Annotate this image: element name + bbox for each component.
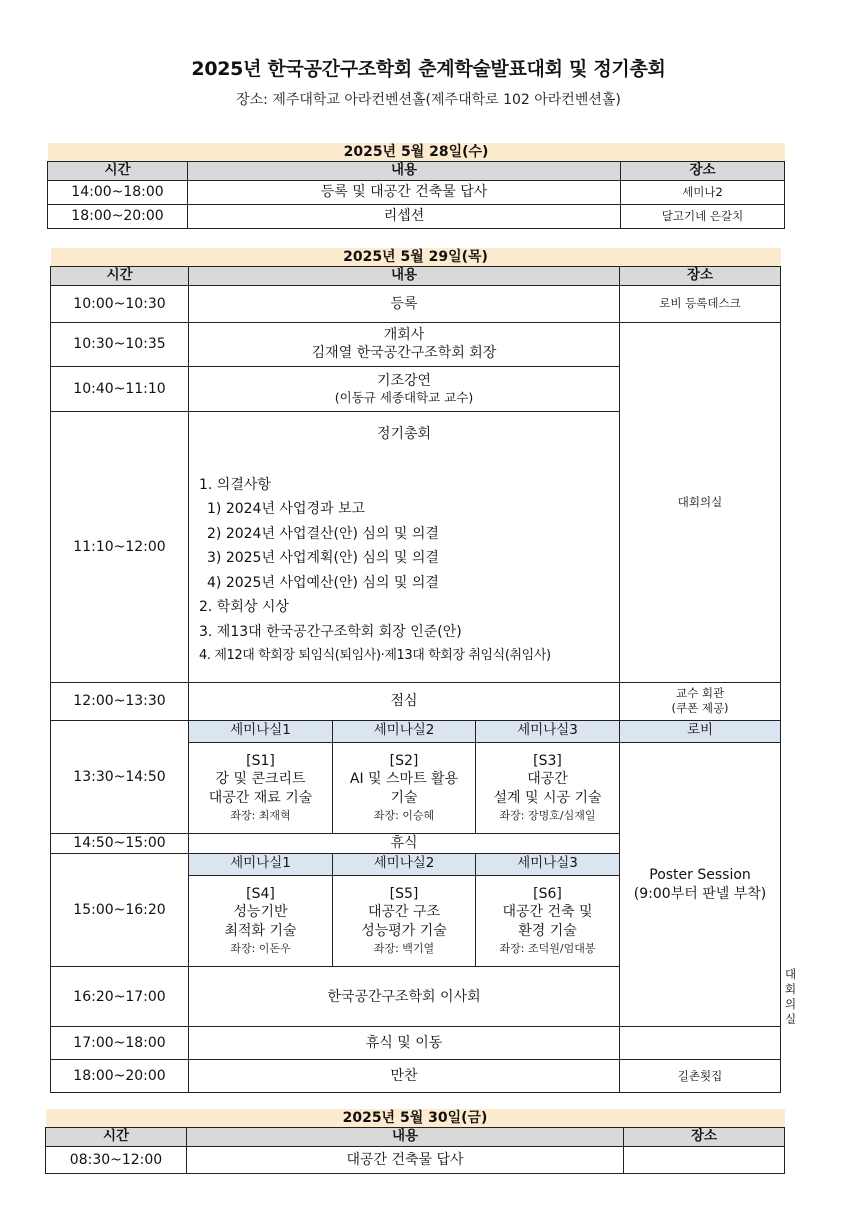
content-cell: 휴식	[189, 833, 620, 853]
agenda-item: 3) 2025년 사업계획(안) 심의 및 의결	[207, 550, 439, 567]
session-topic: 대공간 건축 및	[502, 904, 593, 921]
session-cell	[476, 875, 620, 966]
col-time-header: 시간	[51, 267, 189, 286]
agenda-item: 1. 의결사항	[199, 476, 271, 493]
day3-date: 2025년 5월 30일(금)	[46, 1109, 785, 1128]
time-cell: 11:10~12:00	[51, 411, 189, 682]
agenda-item: 3. 제13대 한국공간구조학회 회장 인준(안)	[199, 623, 462, 640]
content-cell: 휴식 및 이동	[189, 1027, 620, 1060]
table-row: 16:20~17:00 한국공간구조학회 이사회 대회의실	[51, 966, 781, 1027]
opening-speaker: 김재열 한국공간구조학회 회장	[311, 345, 497, 362]
content-cell	[189, 322, 620, 366]
day3-schedule-table	[45, 1109, 785, 1174]
time-cell: 12:00~13:30	[51, 682, 189, 720]
session-cell	[189, 875, 333, 966]
content-cell: 한국공간구조학회 이사회	[189, 966, 620, 1027]
assembly-title: 정기총회	[376, 425, 432, 442]
col-place-header: 장소	[624, 1128, 785, 1147]
session-code: [S2]	[389, 753, 419, 770]
room-label: 세미나실3	[476, 720, 620, 742]
session-code: [S5]	[389, 886, 419, 903]
room-label: 세미나실1	[189, 720, 333, 742]
table-row	[51, 322, 781, 366]
session-topic: 대공간 구조	[367, 904, 441, 921]
col-time-header: 시간	[48, 162, 188, 181]
session-topic: 대공간	[527, 771, 568, 788]
content-cell: 만찬	[189, 1060, 620, 1093]
col-content-header: 내용	[187, 1128, 624, 1147]
time-cell: 18:00~20:00	[51, 1060, 189, 1093]
content-cell	[189, 366, 620, 411]
room-label: 세미나실1	[189, 853, 333, 875]
poster-session-cell	[620, 742, 781, 1027]
lunch-note: (쿠폰 제공)	[671, 701, 729, 716]
room-label: 세미나실3	[476, 853, 620, 875]
content-cell	[189, 411, 620, 682]
session-topic: 성능평가 기술	[361, 922, 447, 939]
session-topic: 설계 및 시공 기술	[493, 789, 602, 806]
agenda-item: 1) 2024년 사업경과 보고	[207, 501, 366, 518]
day2-schedule-table	[50, 248, 797, 1093]
venue-subtitle: 장소: 제주대학교 아라컨벤션홀(제주대학로 102 아라컨벤션홀)	[236, 92, 621, 108]
session-topic: AI 및 스마트 활용	[349, 771, 459, 788]
col-time-header: 시간	[46, 1128, 187, 1147]
agenda-item: 4) 2025년 사업예산(안) 심의 및 의결	[207, 574, 439, 591]
content-cell: 등록 및 대공간 건축물 답사	[188, 180, 621, 204]
session-topic: 대공간 재료 기술	[208, 789, 313, 806]
session-topic: 환경 기술	[518, 922, 577, 939]
content-cell: 리셉션	[188, 204, 621, 228]
time-cell: 14:00~18:00	[48, 180, 188, 204]
time-cell: 10:40~11:10	[51, 366, 189, 411]
session-chair: 좌장: 장명호/심재일	[499, 808, 596, 822]
session-chair: 좌장: 이승혜	[373, 808, 435, 822]
day1-date: 2025년 5월 28일(수)	[48, 143, 785, 162]
session-cell	[333, 875, 476, 966]
agenda-item: 4. 제12대 학회장 퇴임식(퇴임사)·제13대 학회장 취임식(취임사)	[199, 648, 551, 664]
session-chair: 좌장: 이돈우	[230, 941, 291, 955]
place-cell	[624, 1146, 785, 1173]
poster-note: (9:00부터 판넬 부착)	[633, 885, 767, 902]
time-cell: 16:20~17:00	[51, 966, 189, 1027]
agenda-list	[193, 473, 615, 669]
place-cell: 달고기네 은갈치	[621, 204, 785, 228]
session-topic: 최적화 기술	[224, 922, 297, 939]
keynote-speaker: (이동규 세종대학교 교수)	[334, 389, 474, 405]
page-title: 2025년 한국공간구조학회 춘계학술발표대회 및 정기총회	[191, 58, 666, 80]
agenda-item: 2. 학회상 시상	[199, 599, 289, 616]
col-place-header: 장소	[620, 267, 781, 286]
table-row	[48, 180, 785, 204]
lunch-place: 교수 회관	[675, 686, 725, 701]
session-chair: 좌장: 최재혁	[230, 808, 291, 822]
time-cell: 17:00~18:00	[51, 1027, 189, 1060]
session-code: [S6]	[533, 886, 562, 903]
session-chair: 좌장: 백기열	[373, 941, 435, 955]
table-row	[46, 1146, 785, 1173]
session-cell	[333, 742, 476, 833]
content-cell: 등록	[189, 285, 620, 322]
time-cell: 14:50~15:00	[51, 833, 189, 853]
opening-title: 개회사	[383, 327, 425, 344]
lobby-label: 로비	[620, 720, 781, 742]
room-label: 세미나실2	[333, 853, 476, 875]
session-code: [S1]	[246, 753, 275, 770]
place-cell: 세미나2	[621, 180, 785, 204]
table-row	[51, 1060, 781, 1093]
room-label: 세미나실2	[333, 720, 476, 742]
place-cell	[620, 1027, 781, 1060]
session-cell	[476, 742, 620, 833]
time-cell: 10:30~10:35	[51, 322, 189, 366]
time-cell: 08:30~12:00	[46, 1146, 187, 1173]
session-code: [S3]	[533, 753, 562, 770]
place-cell: 대회의실	[620, 322, 781, 682]
day1-schedule-table	[47, 143, 785, 229]
time-cell: 15:00~16:20	[51, 853, 189, 966]
room-header-row	[51, 720, 781, 742]
col-place-header: 장소	[621, 162, 785, 181]
session-cell	[189, 742, 333, 833]
session-topic: 기술	[390, 789, 418, 806]
place-cell: 길촌횟집	[620, 1060, 781, 1093]
content-cell: 대공간 건축물 답사	[187, 1146, 624, 1173]
keynote-title: 기조강연	[376, 372, 432, 389]
col-content-header: 내용	[189, 267, 620, 286]
place-cell: 로비 등록데스크	[620, 285, 781, 322]
content-cell: 점심	[189, 682, 620, 720]
session-topic: 성능기반	[233, 904, 288, 921]
table-row	[51, 1027, 781, 1060]
col-content-header: 내용	[188, 162, 621, 181]
time-cell: 10:00~10:30	[51, 285, 189, 322]
table-row	[51, 682, 781, 720]
session-code: [S4]	[246, 886, 275, 903]
table-row	[51, 285, 781, 322]
day2-date: 2025년 5월 29일(목)	[51, 248, 781, 267]
time-cell: 18:00~20:00	[48, 204, 188, 228]
session-chair: 좌장: 조덕원/엄대봉	[499, 941, 596, 955]
agenda-item: 2) 2024년 사업결산(안) 심의 및 의결	[207, 525, 439, 542]
poster-title: Poster Session	[649, 867, 751, 884]
table-row	[48, 204, 785, 228]
time-cell: 13:30~14:50	[51, 720, 189, 833]
place-cell	[620, 682, 781, 720]
session-topic: 강 및 콘크리트	[215, 771, 306, 788]
